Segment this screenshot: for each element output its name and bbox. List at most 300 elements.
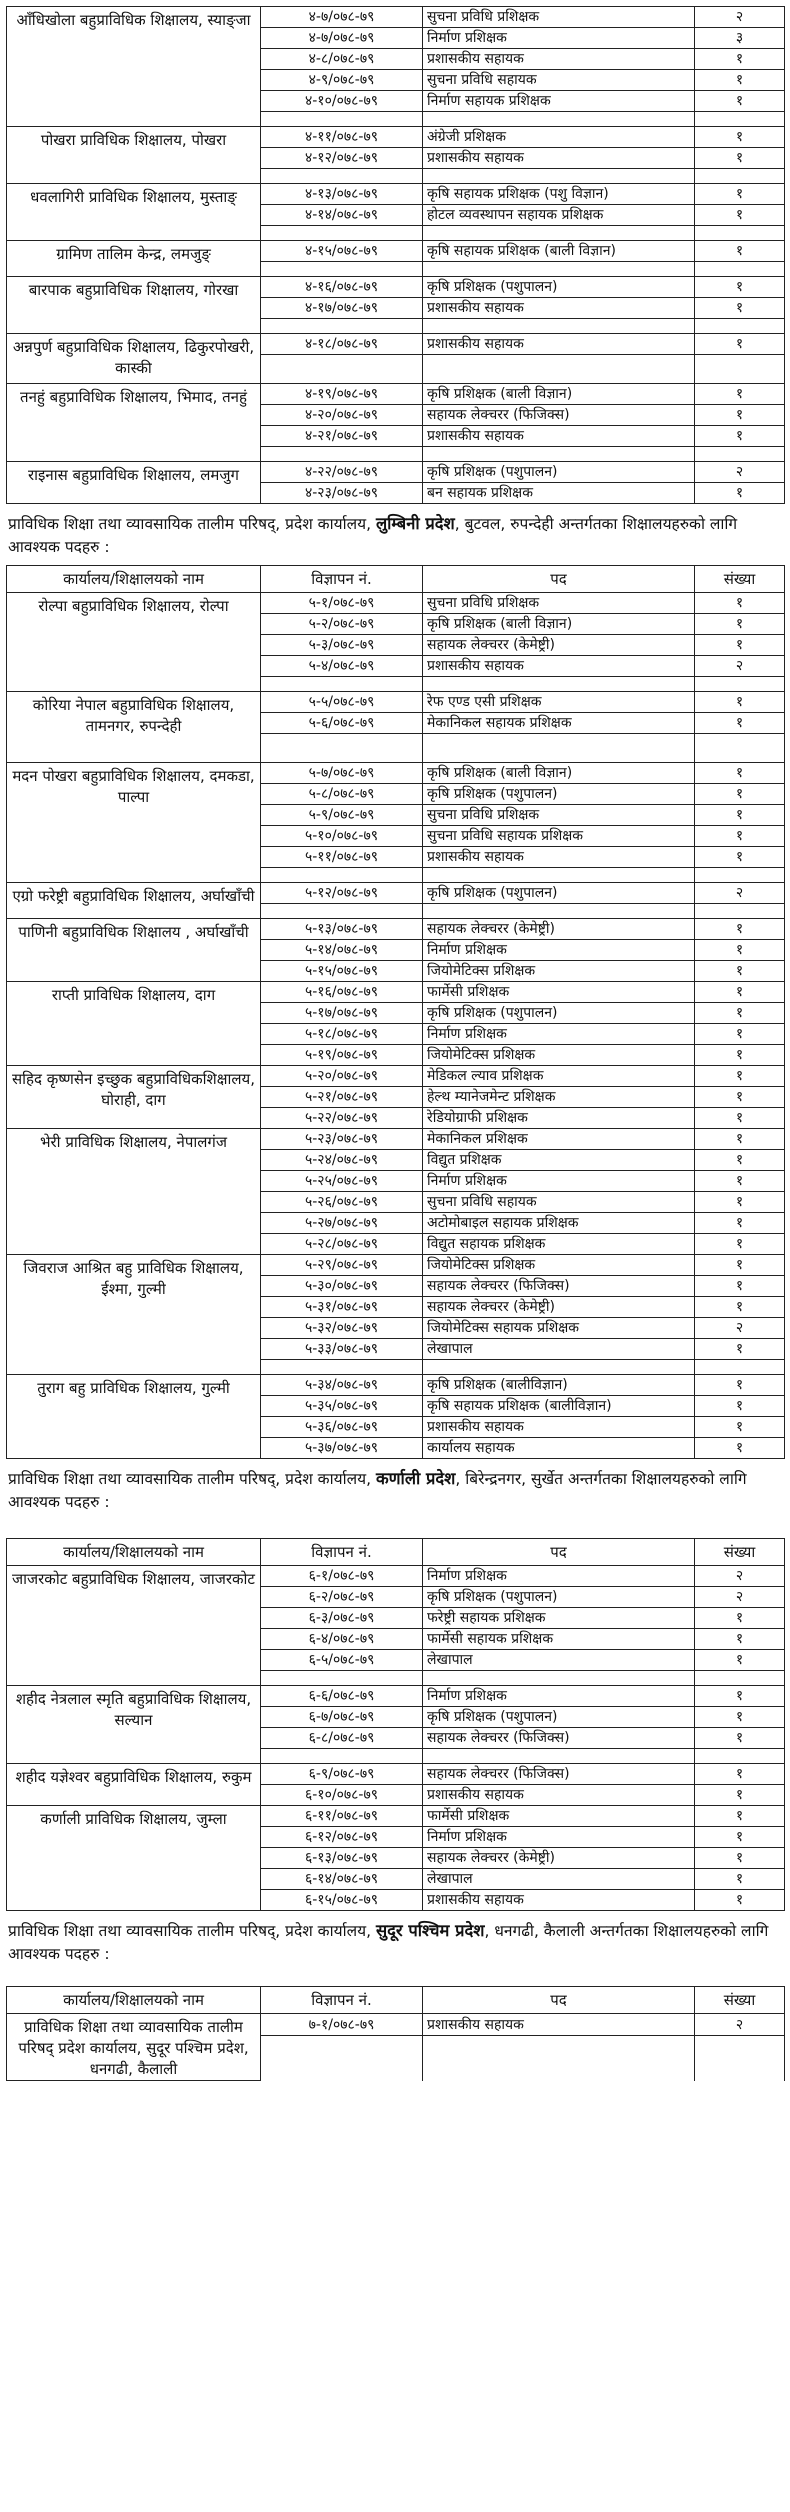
institution-name: शहीद नेत्रलाल स्मृति बहुप्राविधिक शिक्षालय, सल्यान: [7, 1686, 261, 1764]
empty-cell: [423, 355, 695, 370]
post-title: कृषि प्रशिक्षक (पशुपालन): [423, 784, 695, 805]
advertisement-number: ५-२३/०७८-७९: [261, 1129, 423, 1150]
post-count: १: [695, 426, 785, 447]
advertisement-number: ६-३/०७८-७९: [261, 1608, 423, 1629]
post-title: कृषि प्रशिक्षक (बालीविज्ञान): [423, 1375, 695, 1396]
empty-cell: [695, 904, 785, 919]
empty-cell: [261, 355, 423, 370]
advertisement-number: ४-८/०७८-७९: [261, 49, 423, 70]
empty-cell: [695, 1360, 785, 1375]
post-title: कृषि प्रशिक्षक (बाली विज्ञान): [423, 384, 695, 405]
table-row: [7, 7, 785, 28]
post-title: कृषि सहायक प्रशिक्षक (बाली विज्ञान): [423, 241, 695, 262]
empty-cell: [695, 447, 785, 462]
post-title: प्रशासकीय सहायक: [423, 148, 695, 169]
empty-cell: [261, 677, 423, 692]
post-count: १: [695, 692, 785, 713]
advertisement-number: ५-२२/०७८-७९: [261, 1108, 423, 1129]
post-title: कृषि सहायक प्रशिक्षक (पशु विज्ञान): [423, 184, 695, 205]
post-count: १: [695, 241, 785, 262]
table-row: [7, 462, 785, 483]
post-count: १: [695, 49, 785, 70]
empty-cell: [261, 2051, 423, 2066]
advertisement-number: ४-७/०७८-७९: [261, 7, 423, 28]
empty-cell: [695, 2066, 785, 2081]
post-count: १: [695, 1339, 785, 1360]
post-count: १: [695, 593, 785, 614]
table-row: [7, 184, 785, 205]
advertisement-number: ५-३१/०७८-७९: [261, 1297, 423, 1318]
advertisement-number: ५-३४/०७८-७९: [261, 1375, 423, 1396]
empty-cell: [261, 169, 423, 184]
post-title: लेखापाल: [423, 1650, 695, 1671]
advertisement-number: ४-७/०७८-७९: [261, 28, 423, 49]
advertisement-number: ४-१७/०७८-७९: [261, 298, 423, 319]
institution-name: ग्रामिण तालिम केन्द्र, लमजुङ्: [7, 241, 261, 277]
post-title: प्रशासकीय सहायक: [423, 49, 695, 70]
advertisement-number: ४-१६/०७८-७९: [261, 277, 423, 298]
post-count: १: [695, 847, 785, 868]
post-count: १: [695, 1707, 785, 1728]
advertisement-number: ५-३३/०७८-७९: [261, 1339, 423, 1360]
post-title: रेडियोग्राफी प्रशिक्षक: [423, 1108, 695, 1129]
institution-name: पोखरा प्राविधिक शिक्षालय, पोखरा: [7, 127, 261, 184]
post-title: प्रशासकीय सहायक: [423, 298, 695, 319]
advertisement-number: ५-३/०७८-७९: [261, 635, 423, 656]
post-title: कृषि प्रशिक्षक (पशुपालन): [423, 462, 695, 483]
advertisement-number: ४-२२/०७८-७९: [261, 462, 423, 483]
post-title: जियोमेटिक्स प्रशिक्षक: [423, 1045, 695, 1066]
table-row: [7, 1129, 785, 1150]
empty-cell: [261, 369, 423, 384]
post-count: १: [695, 982, 785, 1003]
empty-cell: [695, 262, 785, 277]
empty-cell: [261, 734, 423, 749]
post-title: जियोमेटिक्स प्रशिक्षक: [423, 961, 695, 982]
post-count: १: [695, 961, 785, 982]
post-title: प्रशासकीय सहायक: [423, 1417, 695, 1438]
advertisement-number: ५-९/०७८-७९: [261, 805, 423, 826]
post-title: सुचना प्रविधि सहायक: [423, 70, 695, 91]
institution-name: धवलागिरी प्राविधिक शिक्षालय, मुस्ताङ्: [7, 184, 261, 241]
institution-name: पाणिनी बहुप्राविधिक शिक्षालय , अर्घाखाँची: [7, 919, 261, 982]
post-count: १: [695, 1129, 785, 1150]
lumbini-body: [7, 593, 785, 1459]
post-title: कृषि प्रशिक्षक (बाली विज्ञान): [423, 763, 695, 784]
advertisement-number: ६-१४/०७८-७९: [261, 1869, 423, 1890]
post-count: १: [695, 1396, 785, 1417]
advertisement-number: ५-२५/०७८-७९: [261, 1171, 423, 1192]
empty-cell: [423, 677, 695, 692]
post-title: मेकानिकल सहायक प्रशिक्षक: [423, 713, 695, 734]
institution-name: भेरी प्राविधिक शिक्षालय, नेपालगंज: [7, 1129, 261, 1255]
table-row: [7, 692, 785, 713]
advertisement-number: ६-१/०७८-७९: [261, 1566, 423, 1587]
institution-name: रोल्पा बहुप्राविधिक शिक्षालय, रोल्पा: [7, 593, 261, 692]
post-title: कृषि प्रशिक्षक (बाली विज्ञान): [423, 614, 695, 635]
advertisement-number: ५-११/०७८-७९: [261, 847, 423, 868]
advertisement-number: ५-१५/०७८-७९: [261, 961, 423, 982]
advertisement-number: ६-१२/०७८-७९: [261, 1827, 423, 1848]
post-count: १: [695, 1003, 785, 1024]
institution-name: कर्णाली प्राविधिक शिक्षालय, जुम्ला: [7, 1806, 261, 1911]
table-row: [7, 127, 785, 148]
col-adv-header: विज्ञापन नं.: [261, 1539, 423, 1566]
advertisement-number: ७-१/०७८-७९: [261, 2014, 423, 2036]
post-title: कृषि सहायक प्रशिक्षक (बालीविज्ञान): [423, 1396, 695, 1417]
institution-name: सहिद कृष्णसेन इच्छुक बहुप्राविधिकशिक्षालय, घोराही, दाग: [7, 1066, 261, 1129]
table-row: [7, 1686, 785, 1707]
post-count: २: [695, 1318, 785, 1339]
post-count: १: [695, 635, 785, 656]
post-title: कृषि प्रशिक्षक (पशुपालन): [423, 277, 695, 298]
advertisement-number: ४-१३/०७८-७९: [261, 184, 423, 205]
empty-cell: [695, 369, 785, 384]
col-post-header: पद: [423, 1539, 695, 1566]
advertisement-number: ४-१९/०७८-७९: [261, 384, 423, 405]
table-row: [7, 593, 785, 614]
table-row: [7, 277, 785, 298]
advertisement-number: ४-९/०७८-७९: [261, 70, 423, 91]
post-title: बन सहायक प्रशिक्षक: [423, 483, 695, 504]
post-title: प्रशासकीय सहायक: [423, 1785, 695, 1806]
advertisement-number: ६-९/०७८-७९: [261, 1764, 423, 1785]
empty-cell: [423, 2066, 695, 2081]
advertisement-number: ४-२०/०७८-७९: [261, 405, 423, 426]
empty-cell: [695, 112, 785, 127]
advertisement-number: ५-२७/०७८-७९: [261, 1213, 423, 1234]
karnali-body: [7, 1566, 785, 1911]
post-count: १: [695, 91, 785, 112]
post-count: १: [695, 483, 785, 504]
post-count: १: [695, 1785, 785, 1806]
post-count: १: [695, 1827, 785, 1848]
post-title: निर्माण प्रशिक्षक: [423, 1171, 695, 1192]
empty-cell: [695, 677, 785, 692]
empty-cell: [423, 369, 695, 384]
table-row: [7, 334, 785, 355]
post-count: १: [695, 1213, 785, 1234]
institution-name: एग्रो फरेष्ट्री बहुप्राविधिक शिक्षालय, अर्घाखाँची: [7, 883, 261, 919]
empty-cell: [261, 1671, 423, 1686]
post-count: १: [695, 940, 785, 961]
institution-name: शहीद यज्ञेश्वर बहुप्राविधिक शिक्षालय, रुकुम: [7, 1764, 261, 1806]
post-title: प्रशासकीय सहायक: [423, 847, 695, 868]
post-count: १: [695, 1848, 785, 1869]
province-name: सुदूर पश्चिम प्रदेश: [375, 1921, 485, 1940]
post-title: विद्युत प्रशिक्षक: [423, 1150, 695, 1171]
post-count: १: [695, 1276, 785, 1297]
post-count: १: [695, 763, 785, 784]
advertisement-number: ५-२६/०७८-७९: [261, 1192, 423, 1213]
table-row: [7, 2014, 785, 2036]
gandaki-body: [7, 7, 785, 504]
col-adv-header: विज्ञापन नं.: [261, 566, 423, 593]
empty-cell: [261, 226, 423, 241]
province-name: कर्णाली प्रदेश: [375, 1469, 456, 1488]
advertisement-number: ४-१५/०७८-७९: [261, 241, 423, 262]
advertisement-number: ६-४/०७८-७९: [261, 1629, 423, 1650]
post-count: १: [695, 614, 785, 635]
post-title: सहायक लेक्चरर (फिजिक्स): [423, 1728, 695, 1749]
empty-cell: [695, 355, 785, 370]
heading-text: , बिरेन्द्रनगर, सुर्खेत अन्तर्गतका शिक्षालयहरुको लागि आवश्यक पदहरु :: [8, 1470, 747, 1511]
empty-cell: [261, 868, 423, 883]
post-title: फरेष्ट्री सहायक प्रशिक्षक: [423, 1608, 695, 1629]
post-count: १: [695, 1234, 785, 1255]
post-title: कार्यालय सहायक: [423, 1438, 695, 1459]
post-title: जियोमेटिक्स सहायक प्रशिक्षक: [423, 1318, 695, 1339]
table-row: [7, 241, 785, 262]
advertisement-number: ५-२९/०७८-७९: [261, 1255, 423, 1276]
advertisement-number: ४-२३/०७८-७९: [261, 483, 423, 504]
post-title: मेडिकल ल्याव प्रशिक्षक: [423, 1066, 695, 1087]
lumbini-heading: [6, 504, 788, 565]
post-title: निर्माण प्रशिक्षक: [423, 1566, 695, 1587]
post-count: २: [695, 7, 785, 28]
institution-name: राप्ती प्राविधिक शिक्षालय, दाग: [7, 982, 261, 1066]
post-count: १: [695, 1650, 785, 1671]
empty-cell: [423, 1360, 695, 1375]
post-title: कृषि प्रशिक्षक (पशुपालन): [423, 1003, 695, 1024]
empty-cell: [261, 112, 423, 127]
post-count: २: [695, 1566, 785, 1587]
advertisement-number: ४-१४/०७८-७९: [261, 205, 423, 226]
post-title: सुचना प्रविधि प्रशिक्षक: [423, 805, 695, 826]
advertisement-number: ६-६/०७८-७९: [261, 1686, 423, 1707]
empty-cell: [423, 1749, 695, 1764]
empty-cell: [261, 1360, 423, 1375]
table-row: [7, 1764, 785, 1785]
empty-cell: [261, 262, 423, 277]
empty-cell: [423, 868, 695, 883]
empty-cell: [423, 904, 695, 919]
institution-name: राइनास बहुप्राविधिक शिक्षालय, लमजुग: [7, 462, 261, 504]
institution-name: तुराग बहु प्राविधिक शिक्षालय, गुल्मी: [7, 1375, 261, 1459]
sudur-heading: [6, 1911, 788, 1972]
post-count: १: [695, 1608, 785, 1629]
advertisement-number: ५-२१/०७८-७९: [261, 1087, 423, 1108]
post-count: १: [695, 919, 785, 940]
institution-name: प्राविधिक शिक्षा तथा व्यावसायिक तालीम परिषद् प्रदेश कार्यालय, सुदूर पश्चिम प्रदेश, धनगढी, कैलाली: [7, 2014, 261, 2081]
advertisement-number: ६-५/०७८-७९: [261, 1650, 423, 1671]
post-count: १: [695, 384, 785, 405]
post-title: फार्मेसी प्रशिक्षक: [423, 982, 695, 1003]
advertisement-number: ५-१७/०७८-७९: [261, 1003, 423, 1024]
empty-cell: [695, 748, 785, 763]
table-row: [7, 384, 785, 405]
advertisement-number: ५-२०/०७८-७९: [261, 1066, 423, 1087]
col-post-header: पद: [423, 1987, 695, 2014]
post-title: प्रशासकीय सहायक: [423, 426, 695, 447]
empty-cell: [423, 2036, 695, 2051]
institution-name: जाजरकोट बहुप्राविधिक शिक्षालय, जाजरकोट: [7, 1566, 261, 1686]
post-count: १: [695, 184, 785, 205]
post-title: निर्माण प्रशिक्षक: [423, 1827, 695, 1848]
karnali-table: [6, 1538, 785, 1911]
post-title: सहायक लेक्चरर (केमेष्ट्री): [423, 919, 695, 940]
post-count: १: [695, 1045, 785, 1066]
table-row: [7, 1375, 785, 1396]
post-count: १: [695, 1438, 785, 1459]
advertisement-number: ४-१२/०७८-७९: [261, 148, 423, 169]
empty-cell: [695, 734, 785, 749]
heading-text: , बुटवल, रुपन्देही अन्तर्गतका शिक्षालयहरुको लागि आवश्यक पदहरु :: [8, 515, 738, 556]
empty-cell: [695, 2036, 785, 2051]
post-count: १: [695, 1066, 785, 1087]
post-title: निर्माण प्रशिक्षक: [423, 1024, 695, 1045]
col-office-header: कार्यालय/शिक्षालयको नाम: [7, 1539, 261, 1566]
post-count: १: [695, 1629, 785, 1650]
lumbini-table: [6, 565, 785, 1459]
post-title: अटोमोबाइल सहायक प्रशिक्षक: [423, 1213, 695, 1234]
post-title: निर्माण प्रशिक्षक: [423, 940, 695, 961]
post-count: १: [695, 1108, 785, 1129]
karnali-heading: [6, 1459, 788, 1520]
post-title: निर्माण प्रशिक्षक: [423, 28, 695, 49]
header-row: [7, 1539, 785, 1566]
post-title: सुचना प्रविधि प्रशिक्षक: [423, 593, 695, 614]
post-count: २: [695, 462, 785, 483]
post-count: १: [695, 1728, 785, 1749]
empty-cell: [423, 112, 695, 127]
advertisement-number: ४-१०/०७८-७९: [261, 91, 423, 112]
post-count: १: [695, 1297, 785, 1318]
post-count: १: [695, 205, 785, 226]
post-count: १: [695, 805, 785, 826]
post-title: अंग्रेजी प्रशिक्षक: [423, 127, 695, 148]
post-count: १: [695, 1171, 785, 1192]
advertisement-number: ६-८/०७८-७९: [261, 1728, 423, 1749]
post-title: कृषि प्रशिक्षक (पशुपालन): [423, 883, 695, 904]
advertisement-number: ५-१९/०७८-७९: [261, 1045, 423, 1066]
col-count-header: संख्या: [695, 1987, 785, 2014]
empty-cell: [695, 226, 785, 241]
advertisement-number: ५-१६/०७८-७९: [261, 982, 423, 1003]
empty-cell: [423, 734, 695, 749]
empty-cell: [695, 2051, 785, 2066]
empty-cell: [423, 1671, 695, 1686]
table-row: [7, 919, 785, 940]
post-count: २: [695, 2014, 785, 2036]
post-title: मेकानिकल प्रशिक्षक: [423, 1129, 695, 1150]
empty-cell: [695, 1749, 785, 1764]
advertisement-number: ५-१८/०७८-७९: [261, 1024, 423, 1045]
post-title: निर्माण सहायक प्रशिक्षक: [423, 91, 695, 112]
advertisement-number: ५-४/०७८-७९: [261, 656, 423, 677]
advertisement-number: ४-१८/०७८-७९: [261, 334, 423, 355]
advertisement-number: ५-१३/०७८-७९: [261, 919, 423, 940]
post-count: १: [695, 1686, 785, 1707]
post-count: १: [695, 1087, 785, 1108]
post-count: १: [695, 784, 785, 805]
institution-name: बारपाक बहुप्राविधिक शिक्षालय, गोरखा: [7, 277, 261, 334]
col-office-header: कार्यालय/शिक्षालयको नाम: [7, 1987, 261, 2014]
sudur-body: [7, 2014, 785, 2081]
post-count: १: [695, 1255, 785, 1276]
advertisement-number: ५-२/०७८-७९: [261, 614, 423, 635]
empty-cell: [423, 748, 695, 763]
advertisement-number: ४-११/०७८-७९: [261, 127, 423, 148]
post-count: १: [695, 405, 785, 426]
empty-cell: [423, 319, 695, 334]
post-title: प्रशासकीय सहायक: [423, 1890, 695, 1911]
table-row: [7, 1066, 785, 1087]
post-count: १: [695, 1192, 785, 1213]
advertisement-number: ६-२/०७८-७९: [261, 1587, 423, 1608]
post-title: सहायक लेक्चरर (केमेष्ट्री): [423, 1848, 695, 1869]
col-office-header: कार्यालय/शिक्षालयको नाम: [7, 566, 261, 593]
post-count: १: [695, 1150, 785, 1171]
advertisement-number: ६-१३/०७८-७९: [261, 1848, 423, 1869]
institution-name: तनहुं बहुप्राविधिक शिक्षालय, भिमाद, तनहुं: [7, 384, 261, 462]
post-title: लेखापाल: [423, 1869, 695, 1890]
post-title: फार्मेसी सहायक प्रशिक्षक: [423, 1629, 695, 1650]
post-title: सहायक लेक्चरर (केमेष्ट्री): [423, 1297, 695, 1318]
advertisement-number: ५-१०/०७८-७९: [261, 826, 423, 847]
advertisement-number: ६-७/०७८-७९: [261, 1707, 423, 1728]
table-row: [7, 883, 785, 904]
post-title: प्रशासकीय सहायक: [423, 2014, 695, 2036]
post-count: १: [695, 713, 785, 734]
advertisement-number: ५-३६/०७८-७९: [261, 1417, 423, 1438]
sudur-table: [6, 1986, 785, 2081]
advertisement-number: ५-३०/०७८-७९: [261, 1276, 423, 1297]
institution-name: कोरिया नेपाल बहुप्राविधिक शिक्षालय, तामनगर, रुपन्देही: [7, 692, 261, 763]
col-count-header: संख्या: [695, 1539, 785, 1566]
empty-cell: [261, 2066, 423, 2081]
province-name: लुम्बिनी प्रदेश: [375, 514, 455, 533]
heading-text: प्राविधिक शिक्षा तथा व्यावसायिक तालीम परिषद्, प्रदेश कार्यालय,: [8, 515, 376, 533]
advertisement-number: ५-१४/०७८-७९: [261, 940, 423, 961]
col-count-header: संख्या: [695, 566, 785, 593]
post-count: १: [695, 1890, 785, 1911]
institution-name: अन्नपुर्ण बहुप्राविधिक शिक्षालय, ढिकुरपोखरी, कास्की: [7, 334, 261, 384]
post-count: १: [695, 127, 785, 148]
table-row: [7, 982, 785, 1003]
post-count: २: [695, 1587, 785, 1608]
empty-cell: [695, 319, 785, 334]
empty-cell: [695, 1671, 785, 1686]
empty-cell: [261, 748, 423, 763]
table-row: [7, 1806, 785, 1827]
post-count: १: [695, 277, 785, 298]
post-title: निर्माण प्रशिक्षक: [423, 1686, 695, 1707]
post-count: २: [695, 656, 785, 677]
post-title: सहायक लेक्चरर (फिजिक्स): [423, 1764, 695, 1785]
empty-cell: [261, 447, 423, 462]
empty-cell: [261, 1749, 423, 1764]
post-title: सुचना प्रविधि सहायक प्रशिक्षक: [423, 826, 695, 847]
advertisement-number: ५-७/०७८-७९: [261, 763, 423, 784]
heading-text: प्राविधिक शिक्षा तथा व्यावसायिक तालीम परिषद्, प्रदेश कार्यालय,: [8, 1922, 376, 1940]
advertisement-number: ५-३५/०७८-७९: [261, 1396, 423, 1417]
post-title: विद्युत सहायक प्रशिक्षक: [423, 1234, 695, 1255]
post-count: १: [695, 1417, 785, 1438]
advertisement-number: ५-६/०७८-७९: [261, 713, 423, 734]
advertisement-number: ५-१२/०७८-७९: [261, 883, 423, 904]
post-title: सुचना प्रविधि सहायक: [423, 1192, 695, 1213]
empty-cell: [423, 2051, 695, 2066]
empty-cell: [423, 262, 695, 277]
empty-cell: [261, 904, 423, 919]
post-count: १: [695, 70, 785, 91]
heading-text: प्राविधिक शिक्षा तथा व्यावसायिक तालीम परिषद्, प्रदेश कार्यालय,: [8, 1470, 376, 1488]
post-count: १: [695, 1806, 785, 1827]
empty-cell: [695, 169, 785, 184]
advertisement-number: ५-२४/०७८-७९: [261, 1150, 423, 1171]
post-title: प्रशासकीय सहायक: [423, 656, 695, 677]
